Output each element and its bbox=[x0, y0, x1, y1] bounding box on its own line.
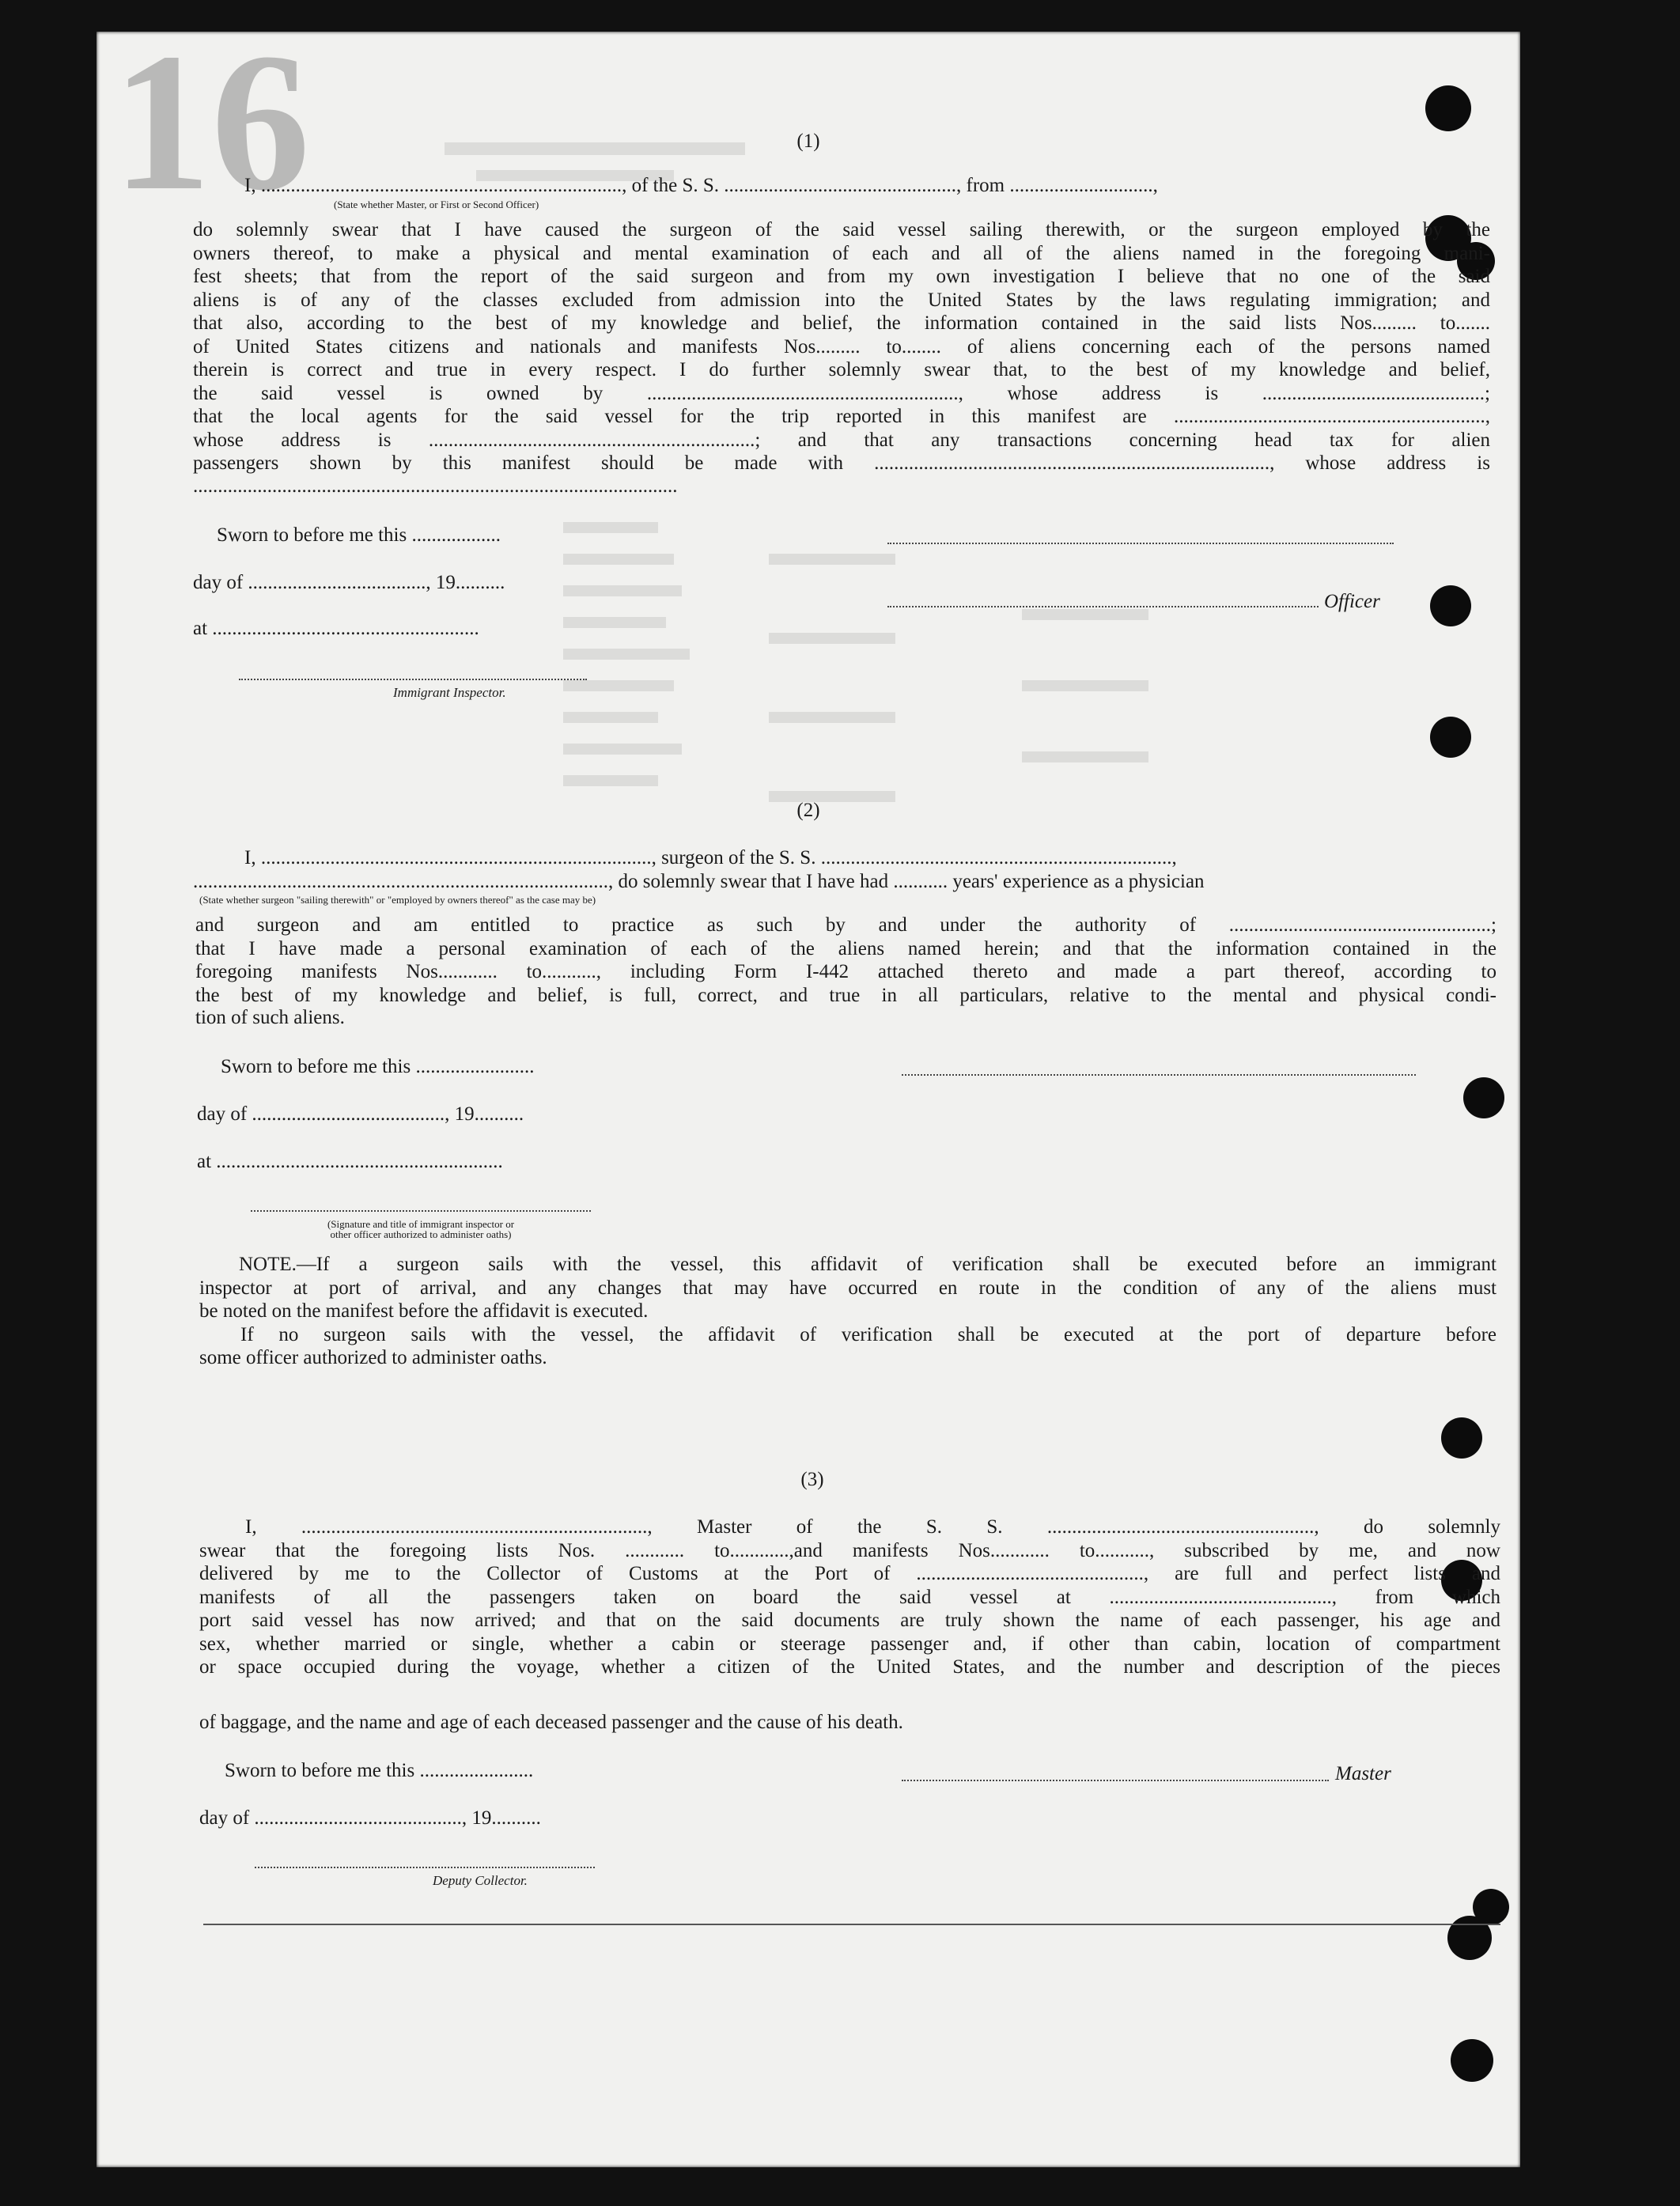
document-page bbox=[96, 13, 1520, 2167]
s2-paragraph-line: the best of my knowledge and belief, is full, correct, and true in all particulars, relative to the mental and physical condi- bbox=[195, 984, 1496, 1006]
s3-collector-signature-line bbox=[255, 1867, 595, 1868]
s1-paragraph-line: do solemnly swear that I have caused the surgeon of the said vessel sailing therewith, or the surgeon employed by the bbox=[193, 219, 1490, 240]
s3-collector-label: Deputy Collector. bbox=[433, 1873, 528, 1888]
s1-inspector-label: Immigrant Inspector. bbox=[393, 685, 506, 700]
s1-officer-label: Officer bbox=[1324, 591, 1380, 612]
s3-master-label: Master bbox=[1335, 1763, 1391, 1784]
s1-paragraph-line: therein is correct and true in every respect. I do further solemnly swear that, to the best of my knowledge and belief, bbox=[193, 359, 1490, 380]
s1-paragraph-line: of United States citizens and nationals and manifests Nos......... to........ of aliens concerning each of the persons named bbox=[193, 335, 1490, 358]
s2-signature-line bbox=[902, 1074, 1416, 1076]
s2-note-line-3: be noted on the manifest before the affidavit is executed. bbox=[199, 1300, 649, 1322]
s2-sig-note-2: other officer authorized to administer oaths) bbox=[330, 1228, 512, 1240]
section-1-marker: (1) bbox=[796, 131, 820, 152]
s1-paragraph-line: that the local agents for the said vessel for the trip reported in this manifest are ..............................................................., bbox=[193, 406, 1490, 427]
s2-at-line: at .......................................................... bbox=[197, 1151, 503, 1172]
s1-paragraph-line: whose address is ..................................................................; and that any transactions concerning head tax for alien bbox=[193, 429, 1490, 451]
s1-signature-line bbox=[887, 543, 1394, 544]
section-2-marker: (2) bbox=[796, 800, 820, 821]
binder-hole bbox=[1441, 1417, 1482, 1459]
s1-paragraph-line: passengers shown by this manifest should be made with ................................................................................, whose address is bbox=[193, 452, 1490, 474]
s2-paragraph-line: that I have made a personal examination of each of the aliens named herein; and that the information contained in the bbox=[195, 937, 1496, 959]
s1-paragraph-line: aliens is of any of the classes excluded from admission into the United States by the laws regulating immigration; and bbox=[193, 289, 1490, 311]
s2-note2-line-1: If no surgeon sails with the vessel, the affidavit of verification shall be executed at the port of departure before bbox=[240, 1324, 1496, 1345]
s1-day-line: day of ...................................., 19.......... bbox=[193, 572, 505, 593]
s3-day-line: day of .........................................., 19.......... bbox=[199, 1807, 541, 1829]
section-3-marker: (3) bbox=[800, 1469, 824, 1490]
s3-paragraph-line: sex, whether married or single, whether a cabin or steerage passenger and, if other than cabin, location of compartment bbox=[199, 1633, 1500, 1655]
s1-paragraph-line: the said vessel is owned by ..............................................................., whose address is .............................................; bbox=[193, 382, 1490, 404]
s2-oath-line-1: I, ..............................................................................., surgeon of the S. S. ......................................................................., bbox=[244, 847, 1177, 868]
s2-day-line: day of ......................................., 19.......... bbox=[197, 1103, 524, 1125]
page-number-bleed: 16 bbox=[112, 13, 310, 232]
s3-master-signature-line bbox=[902, 1780, 1329, 1781]
s3-paragraph-line: I, ......................................................................, Master of the S. S. ......................................................, do solemnly bbox=[245, 1516, 1500, 1538]
s2-sworn-line: Sworn to before me this ........................ bbox=[221, 1056, 535, 1077]
s1-paragraph-line: owners thereof, to make a physical and mental examination of each and all of the aliens named in the foregoing mani- bbox=[193, 242, 1490, 264]
binder-hole bbox=[1451, 2039, 1493, 2082]
binder-hole bbox=[1447, 1916, 1492, 1960]
s3-oath-paragraph bbox=[199, 1515, 1500, 1679]
s1-officer-note: (State whether Master, or First or Second Officer) bbox=[334, 199, 539, 210]
s1-oath-paragraph bbox=[193, 218, 1490, 475]
s3-paragraph-line: manifests of all the passengers taken on board the said vessel at ............................................., from which bbox=[199, 1586, 1500, 1608]
s3-paragraph-line: swear that the foregoing lists Nos. ............ to............,and manifests Nos............ to..........., subscribed by me, and now bbox=[199, 1539, 1500, 1561]
s2-last-line: tion of such aliens. bbox=[195, 1007, 345, 1028]
s2-oath-line-2: ...................................................................................., do solemnly swear that I have had ........... years' experience as a physician bbox=[193, 871, 1205, 892]
s2-note-line: NOTE.—If a surgeon sails with the vessel, this affidavit of verification shall be executed before an immigrant bbox=[239, 1254, 1496, 1275]
s2-paragraph-line: and surgeon and am entitled to practice as such by and under the authority of .....................................................; bbox=[195, 914, 1496, 936]
binder-hole bbox=[1425, 85, 1471, 131]
binder-hole bbox=[1430, 717, 1471, 758]
s2-sig-note-1: (Signature and title of immigrant inspector or bbox=[327, 1218, 515, 1230]
s2-paragraph-line: foregoing manifests Nos............ to..........., including Form I-442 attached thereto and made a part thereof, according to bbox=[195, 961, 1496, 982]
s2-note-paragraph bbox=[199, 1253, 1496, 1300]
s2-surgeon-note: (State whether surgeon "sailing therewith" or "employed by owners thereof" as the case may be) bbox=[199, 894, 596, 906]
s3-last-line: of baggage, and the name and age of each deceased passenger and the cause of his death. bbox=[199, 1712, 903, 1733]
bottom-rule bbox=[203, 1924, 1500, 1925]
s1-paragraph-line: fest sheets; that from the report of the said surgeon and from my own investigation I believe that no one of the said bbox=[193, 266, 1490, 287]
s2-inspector-signature-line bbox=[251, 1210, 591, 1212]
s1-trailing-dots: .................................................................................................. bbox=[193, 475, 678, 497]
s1-oath-line-1: I, ........................................................................., of the S. S. ..............................................., from ............................., bbox=[244, 175, 1158, 196]
s3-paragraph-line: or space occupied during the voyage, whether a citizen of the United States, and the number and description of the pieces bbox=[199, 1656, 1500, 1678]
s3-paragraph-line: delivered by me to the Collector of Customs at the Port of .............................................., are full and perfect lists and bbox=[199, 1563, 1500, 1584]
s3-sworn-line: Sworn to before me this ....................... bbox=[225, 1760, 534, 1781]
binder-hole bbox=[1463, 1077, 1504, 1118]
s2-oath-paragraph bbox=[195, 914, 1496, 1007]
s1-at-line: at ...................................................... bbox=[193, 618, 479, 639]
s3-paragraph-line: port said vessel has now arrived; and that on the said documents are truly shown the name of each passenger, his age and bbox=[199, 1610, 1500, 1631]
s1-inspector-signature-line bbox=[239, 679, 587, 680]
s1-officer-signature-line bbox=[887, 606, 1319, 607]
s2-note2-line-2: some officer authorized to administer oaths. bbox=[199, 1347, 547, 1368]
s1-paragraph-line: that also, according to the best of my knowledge and belief, the information contained in the said lists Nos......... to....... bbox=[193, 312, 1490, 334]
s2-note-line: inspector at port of arrival, and any changes that may have occurred en route in the condition of any of the aliens must bbox=[199, 1277, 1496, 1299]
binder-hole bbox=[1430, 585, 1471, 626]
s1-sworn-line: Sworn to before me this .................. bbox=[217, 524, 501, 546]
